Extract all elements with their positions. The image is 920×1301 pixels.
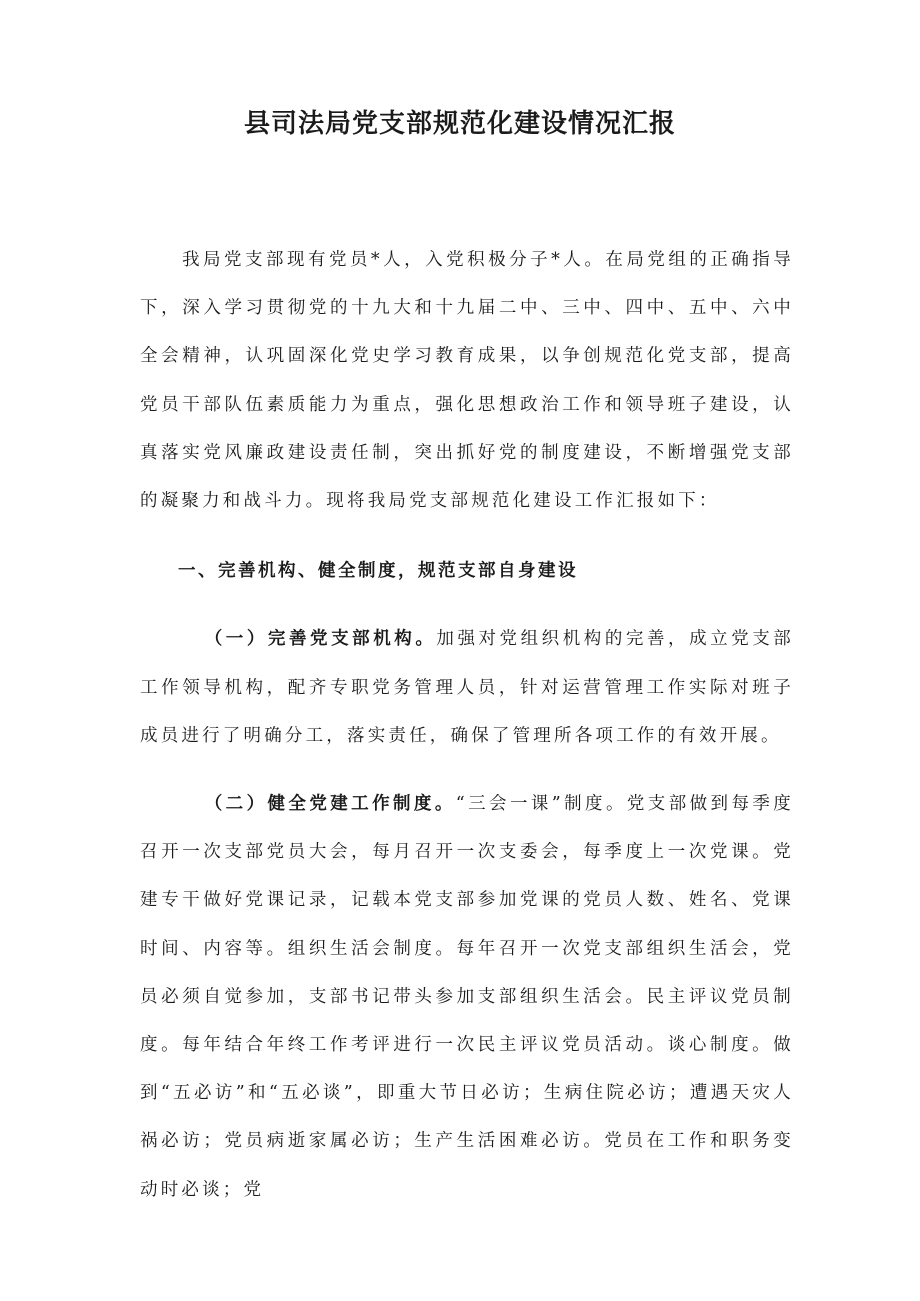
subsection-text-1: 加强对党组织机构的完善，成立党支部工作领导机构，配齐专职党务管理人员，针对运营管理工作实际对班子成员进行了明确分工，落实责任，确保了管理所各项工作的有效开展。 bbox=[140, 629, 795, 746]
document-body bbox=[140, 236, 794, 1214]
subsection-paragraph-1 bbox=[140, 615, 794, 760]
intro-paragraph: 我局党支部现有党员*人，入党积极分子*人。在局党组的正确指导下，深入学习贯彻党的十九大和十九届二中、三中、四中、五中、六中全会精神，认巩固深化党史学习教育成果，以争创规范化党支部，提高党员干部队伍素质能力为重点，强化思想政治工作和领导班子建设，认真落实党风廉政建设责任制，突出抓好党的制度建设，不断增强党支部的凝聚力和战斗力。现将我局党支部规范化建设工作汇报如下： bbox=[140, 250, 794, 512]
subsection-paragraph-2 bbox=[140, 780, 794, 1214]
subsection-text-2: “三会一课”制度。党支部做到每季度召开一次支部党员大会，每月召开一次支委会，每季度上一次党课。党建专干做好党课记录，记载本党支部参加党课的党员人数、姓名、党课时间、内容等。组织生活会制度。每年召开一次党支部组织生活会，党员必须自觉参加，支部书记带头参加支部组织生活会。民主评议党员制度。每年结合年终工作考评进行一次民主评议党员活动。谈心制度。做到“五必访”和“五必谈”，即重大节日必访；生病住院必访；遭遇天灾人祸必访；党员病逝家属必访；生产生活困难必访。党员在工作和职务变动时必谈；党 bbox=[140, 794, 794, 1200]
subsection-lead-2: （二）健全党建工作制度。 bbox=[204, 794, 456, 815]
document-title: 县司法局党支部规范化建设情况汇报 bbox=[243, 109, 676, 139]
section-heading: 一、完善机构、健全制度，规范支部自身建设 bbox=[178, 561, 578, 582]
subsection-lead-1: （一）完善党支部机构。 bbox=[204, 629, 437, 650]
